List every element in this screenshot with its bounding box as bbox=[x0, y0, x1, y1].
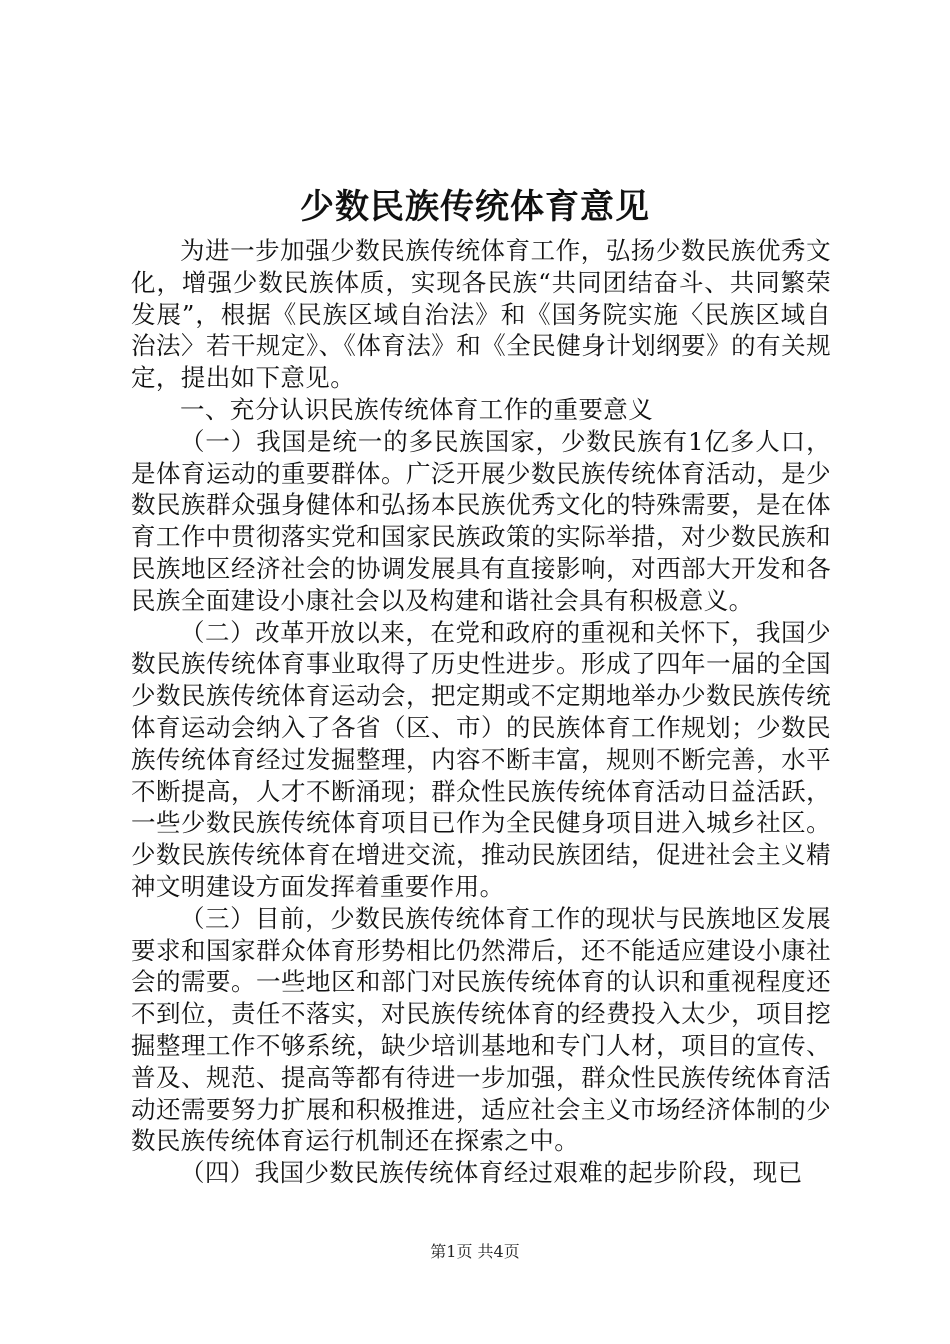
page-number-footer: 第1页 共4页 bbox=[430, 1242, 520, 1261]
paragraph-1: （一）我国是统一的多民族国家，少数民族有1亿多人口，是体育运动的重要群体。广泛开展少数民族传统体育活动，是少数民族群众强身健体和弘扬本民族优秀文化的特殊需要，是在体育工作中贯彻落实党和国家民族政策的实际举措，对少数民族和民族地区经济社会的协调发展具有直接影响，对西部大开发和各民族全面建设小康社会以及构建和谐社会具有积极意义。 bbox=[131, 426, 831, 615]
section-heading: 一、充分认识民族传统体育工作的重要意义 bbox=[180, 394, 654, 424]
document-title: 少数民族传统体育意见 bbox=[300, 187, 650, 227]
paragraph-4: （四）我国少数民族传统体育经过艰难的起步阶段，现已 bbox=[180, 1158, 803, 1188]
document-body bbox=[131, 235, 831, 1189]
paragraph-2: （二）改革开放以来，在党和政府的重视和关怀下，我国少数民族传统体育事业取得了历史性进步。形成了四年一届的全国少数民族传统体育运动会，把定期或不定期地举办少数民族传统体育运动会纳入了各省（区、市）的民族体育工作规划；少数民族传统体育经过发掘整理，内容不断丰富，规则不断完善，水平不断提高，人才不断涌现；群众性民族传统体育活动日益活跃，一些少数民族传统体育项目已作为全民健身项目进入城乡社区。少数民族传统体育在增进交流，推动民族团结，促进社会主义精神文明建设方面发挥着重要作用。 bbox=[131, 617, 831, 901]
paragraph-3: （三）目前，少数民族传统体育工作的现状与民族地区发展要求和国家群众体育形势相比仍然滞后，还不能适应建设小康社会的需要。一些地区和部门对民族传统体育的认识和重视程度还不到位，责任不落实，对民族传统体育的经费投入太少，项目挖掘整理工作不够系统，缺少培训基地和专门人材，项目的宣传、普及、规范、提高等都有待进一步加强，群众性民族传统体育活动还需要努力扩展和积极推进，适应社会主义市场经济体制的少数民族传统体育运行机制还在探索之中。 bbox=[131, 903, 831, 1156]
intro-paragraph: 为进一步加强少数民族传统体育工作，弘扬少数民族优秀文化，增强少数民族体质，实现各民族“共同团结奋斗、共同繁荣发展”，根据《民族区域自治法》和《国务院实施〈民族区域自治法〉若干规定》、《体育法》和《全民健身计划纲要》的有关规定，提出如下意见。 bbox=[131, 236, 831, 393]
